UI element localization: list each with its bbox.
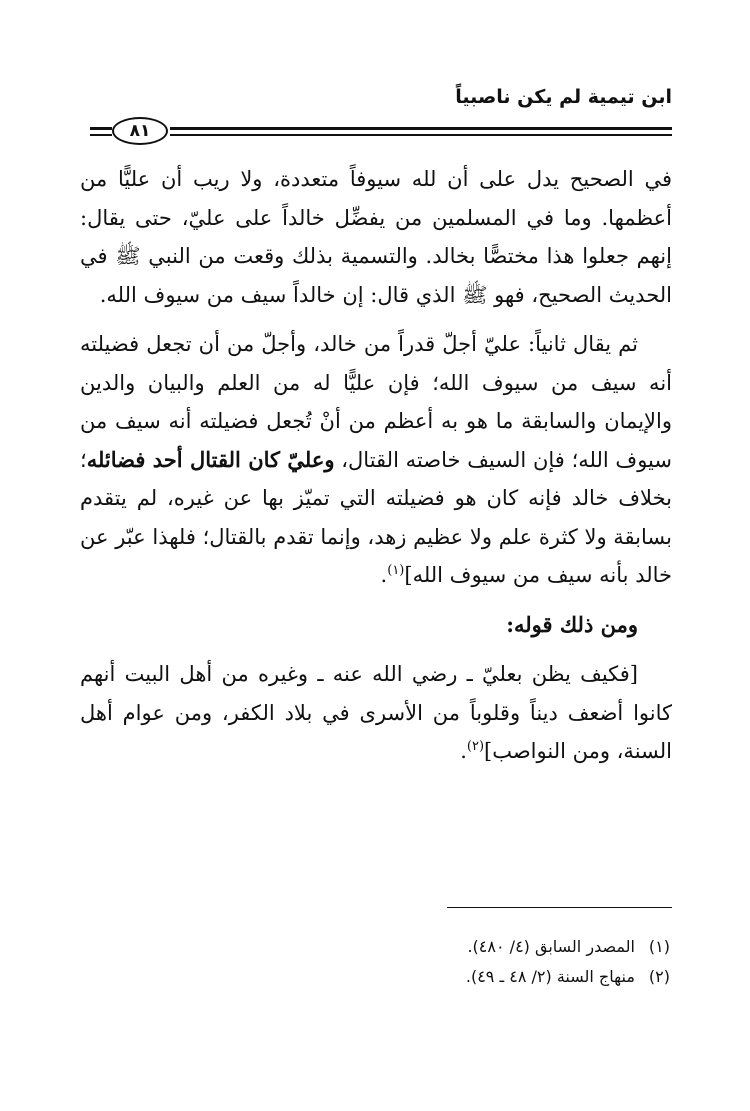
header-rule-left [90, 127, 112, 137]
paragraph-3 [80, 655, 672, 771]
footnote-2 [80, 962, 670, 992]
section-heading: ومن ذلك قوله: [506, 611, 638, 637]
footnote-2-text: منهاج السنة (٢/ ٤٨ ـ ٤٩). [465, 967, 635, 986]
paragraph-2-bold: وعليّ كان القتال أحد فضائله [86, 446, 335, 472]
main-text [80, 160, 672, 771]
footnote-1-text: المصدر السابق (٤/ ٤٨٠). [467, 937, 635, 956]
paragraph-2-part-a: ثم يقال ثانياً: عليّ أجلّ قدراً من خالد، وأجلّ من أن تجعل فضيلته أنه سيف من سيوف الله؛ فإن عليًّا له من العلم والبيان والدين والإيمان والسابقة ما هو به أعظم من أنْ تُجعل فضيلته أنه سيف من سيوف الله؛ فإن السيف خاصته القتال، [80, 332, 672, 472]
footnote-separator [447, 907, 672, 908]
paragraph-2 [80, 325, 672, 595]
footnote-ref-1: (١) [387, 563, 405, 578]
footnote-ref-2: (٢) [466, 739, 485, 754]
paragraph-3-end: . [460, 739, 467, 763]
paragraph-2-part-b: ؛ بخلاف خالد فإنه كان هو فضيلته التي تميّز بها عن غيره، لم يتقدم بسابقة ولا كثرة علم ولا عظيم زهد، وإنما تقدم بالقتال؛ فلهذا عبّر عن خالد بأنه سيف من سيوف الله] [80, 447, 672, 587]
footnotes [80, 932, 670, 992]
header-rule-right [170, 127, 672, 137]
footnote-1-number: (١) [648, 937, 670, 956]
footnote-1 [80, 932, 670, 962]
paragraph-1: في الصحيح يدل على أن لله سيوفاً متعددة، ولا ريب أن عليًّا من أعظمها. وما في المسلمين من يفضِّل خالداً على عليّ، حتى يقال: إنهم جعلوا هذا مختصًّا بخالد. والتسمية بذلك وقعت من النبي ﷺ في الحديث الصحيح، فهو ﷺ الذي قال: إن خالداً سيف من سيوف الله. [80, 167, 672, 307]
page-number: ٨١ [112, 117, 168, 145]
header-rule [90, 117, 672, 147]
paragraph-3-quote: [فكيف يظن بعليّ ـ رضي الله عنه ـ وغيره من أهل البيت أنهم كانوا أضعف ديناً وقلوباً من الأسرى في بلاد الكفر، ومن عوام أهل السنة، ومن النواصب] [80, 662, 672, 763]
running-title: ابن تيمية لم يكن ناصبياً [455, 86, 672, 108]
footnote-2-number: (٢) [648, 967, 670, 986]
paragraph-2-end: . [380, 563, 388, 587]
